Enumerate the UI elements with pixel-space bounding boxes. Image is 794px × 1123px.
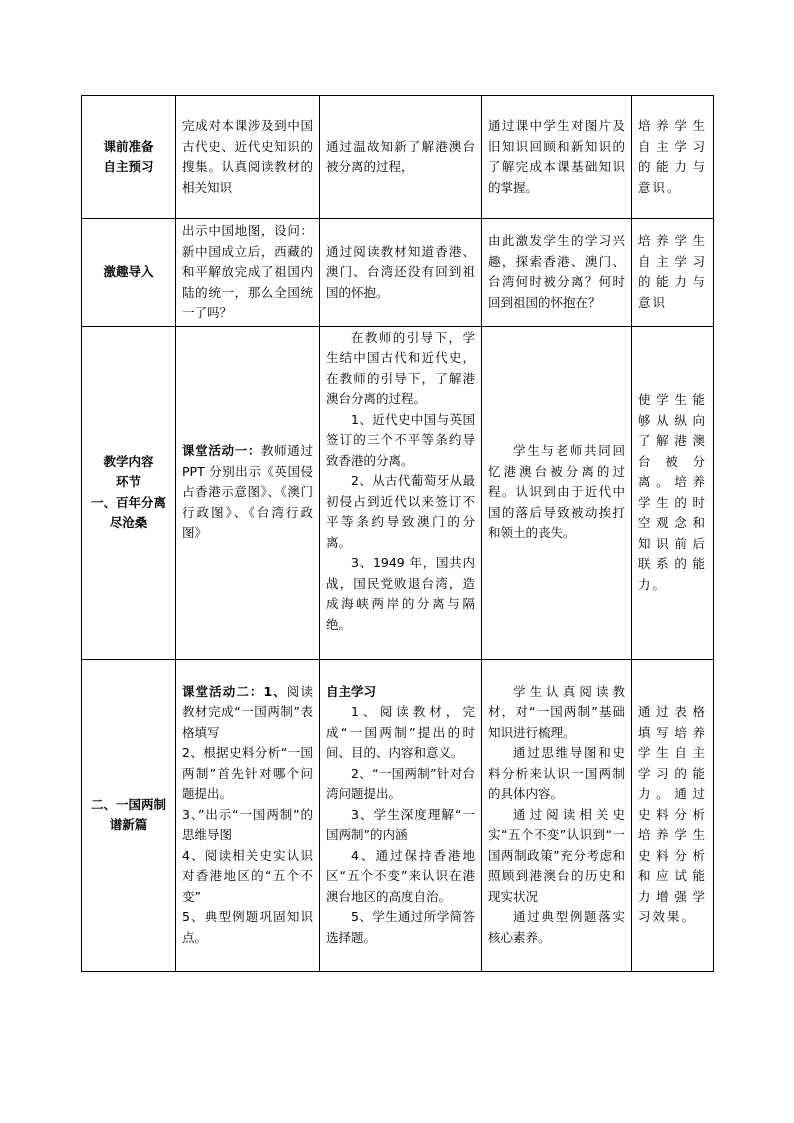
teacher-activity-cell: 课堂活动二：1、阅读教材完成“一国两制”表格填写 2、根据史料分析“一国两制”首先针对哪个问题提出。 3、”出示“一国两制”的思维导图 4、阅读相关史实认识对香港地区的“五个不变” 5、典型例题巩固知识点。	[176, 659, 320, 971]
lesson-plan-table	[81, 95, 714, 972]
stage-cell: 激趣导入	[82, 219, 176, 327]
goal-cell: 培养学生自主学习的能力与意识	[632, 219, 714, 327]
table-row	[82, 219, 714, 327]
design-intent-cell: 通过课中学生对图片及旧知识回顾和新知识的了解完成本课基础知识的掌握。	[482, 96, 632, 219]
activity-heading: 课堂活动一：	[182, 443, 261, 459]
goal-cell: 培养学生自主学习的能力与意识。	[632, 96, 714, 219]
design-intent-cell: 学生认真阅读教材，对“一国两制”基础知识进行梳理。 通过思维导图和史料分析来认识一国两制的具体内容。 通过阅读相关史实“五个不变”认识到“一国两制政策”充分考虑和照顾到港澳台的历史和现实状况 通过典型例题落实核心素养。	[482, 659, 632, 971]
table-row	[82, 659, 714, 971]
student-activity-cell: 在教师的引导下，学生结中国古代和近代史，在教师的引导下，了解港澳台分离的过程。 1、近代史中国与英国签订的三个不平等条约导致香港的分离。 2、从古代葡萄牙从最初侵占到近代以来签订不平等条约导致澳门的分离。 3、1949 年，国共内战，国民党败退台湾，造成海峡两岸的分离与隔绝。	[320, 326, 482, 659]
stage-cell: 课前准备 自主预习	[82, 96, 176, 219]
goal-cell: 通过表格填写培养学生自主学习的能力。通过史料分析培养学生史料分析和应试能力增强学习效果。	[632, 659, 714, 971]
design-intent-cell: 学生与老师共同回忆港澳台被分离的过程。认识到由于近代中国的落后导致被动挨打和领土的丧失。	[482, 326, 632, 659]
design-intent-cell: 由此激发学生的学习兴趣，探索香港、澳门、台湾何时被分离？何时回到祖国的怀抱在？	[482, 219, 632, 327]
table-row	[82, 96, 714, 219]
student-activity-cell: 自主学习 1、阅读教材，完成“一国两制”提出的时间、目的、内容和意义。 2、“一国两制”针对台湾问题提出。 3、学生深度理解“一国两制”的内涵 4、通过保持香港地区“五个不变”来认识在港澳台地区的高度自治。 5、学生通过所学简答选择题。	[320, 659, 482, 971]
self-study-heading: 自主学习	[326, 683, 377, 699]
table-row	[82, 326, 714, 659]
teacher-activity-cell: 课堂活动一：教师通过 PPT 分别出示《英国侵占香港示意图》、《澳门行政图》、《台湾行政图》	[176, 326, 320, 659]
activity-heading: 课堂活动二：1、	[182, 683, 287, 699]
goal-cell: 使学生能够从纵向了解港澳台被分离。培养学生的时空观念和知识前后联系的能力。	[632, 326, 714, 659]
stage-cell: 二、一国两制 谱新篇	[82, 659, 176, 971]
student-activity-cell: 通过温故知新了解港澳台被分离的过程，	[320, 96, 482, 219]
teacher-activity-cell: 完成对本课涉及到中国古代史、近代史知识的搜集。认真阅读教材的相关知识	[176, 96, 320, 219]
student-activity-cell: 通过阅读教材知道香港、澳门、台湾还没有回到祖国的怀抱。	[320, 219, 482, 327]
stage-cell: 教学内容 环节 一、百年分离 尽沧桑	[82, 326, 176, 659]
teacher-activity-cell: 出示中国地图，设问：新中国成立后，西藏的和平解放完成了祖国内陆的统一，那么全国统一了吗？	[176, 219, 320, 327]
